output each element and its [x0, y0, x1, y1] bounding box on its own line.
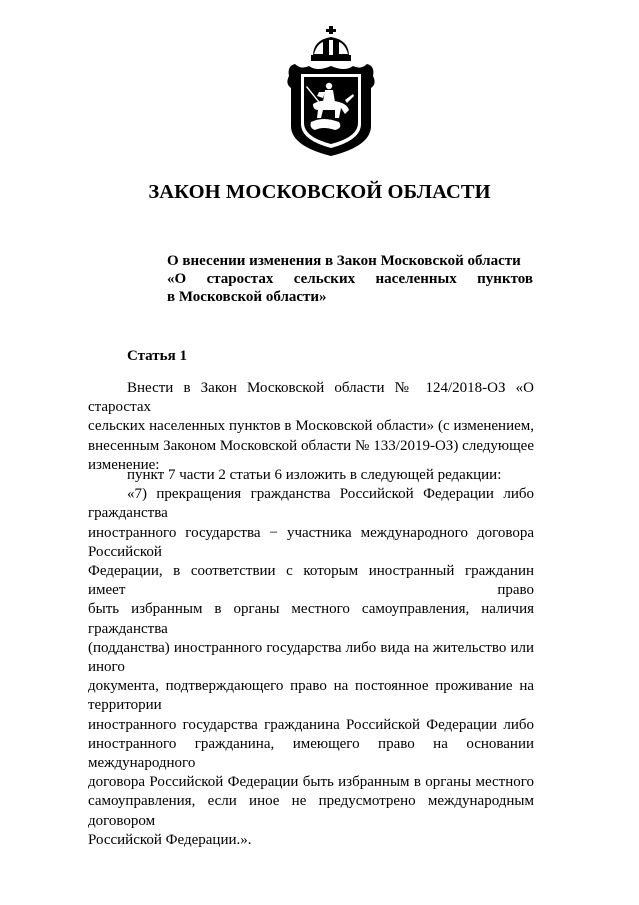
law-subject [167, 252, 533, 306]
text-line: иностранного государства гражданина Российской Федерации либо [88, 716, 534, 733]
text-line: Внести в Закон Московской области № 124/2018-ОЗ «О старостах [88, 380, 534, 416]
text-line: Федерации, в соответствии с которым иностранный гражданин имеет право [88, 563, 534, 599]
text-line: сельских населенных пунктов в Московской области» (с изменением, [88, 418, 534, 435]
paragraph-amendment [88, 379, 534, 475]
crown-icon [311, 26, 351, 61]
subject-line: в Московской области» [167, 289, 327, 305]
coat-of-arms-icon [283, 26, 379, 158]
text-line: иностранного гражданина, имеющего право на основании международного [88, 735, 534, 772]
text-line: (подданства) иностранного государства либо вида на жительство или иного [88, 639, 534, 676]
text-line: документа, подтверждающего право на постоянное проживание на территории [88, 678, 534, 714]
text-line: иностранного государства − участника международного договора Российской [88, 524, 534, 560]
text-line: изменение: [88, 456, 160, 473]
text-line: Российской Федерации.». [88, 831, 252, 848]
text-line: самоуправления, если иное не предусмотрено международным договором [88, 793, 534, 829]
text-line: внесенным Законом Московской области № 133/2019-ОЗ) следующее [88, 437, 534, 454]
text-line: пункт 7 части 2 статьи 6 изложить в следующей редакции: [127, 467, 502, 483]
subject-line: «О старостах сельских населенных пунктов [167, 271, 533, 287]
text-line: договора Российской Федерации быть избранным в органы местного [88, 774, 534, 791]
subject-line: О внесении изменения в Закон Московской области [167, 253, 521, 269]
paragraph-new-wording [88, 466, 534, 850]
text-line: «7) прекращения гражданства Российской Федерации либо гражданства [88, 486, 534, 522]
law-title: ЗАКОН МОСКОВСКОЙ ОБЛАСТИ [148, 181, 491, 203]
text-line: быть избранным в органы местного самоуправления, наличия гражданства [88, 601, 534, 637]
article-heading: Статья 1 [127, 348, 187, 364]
